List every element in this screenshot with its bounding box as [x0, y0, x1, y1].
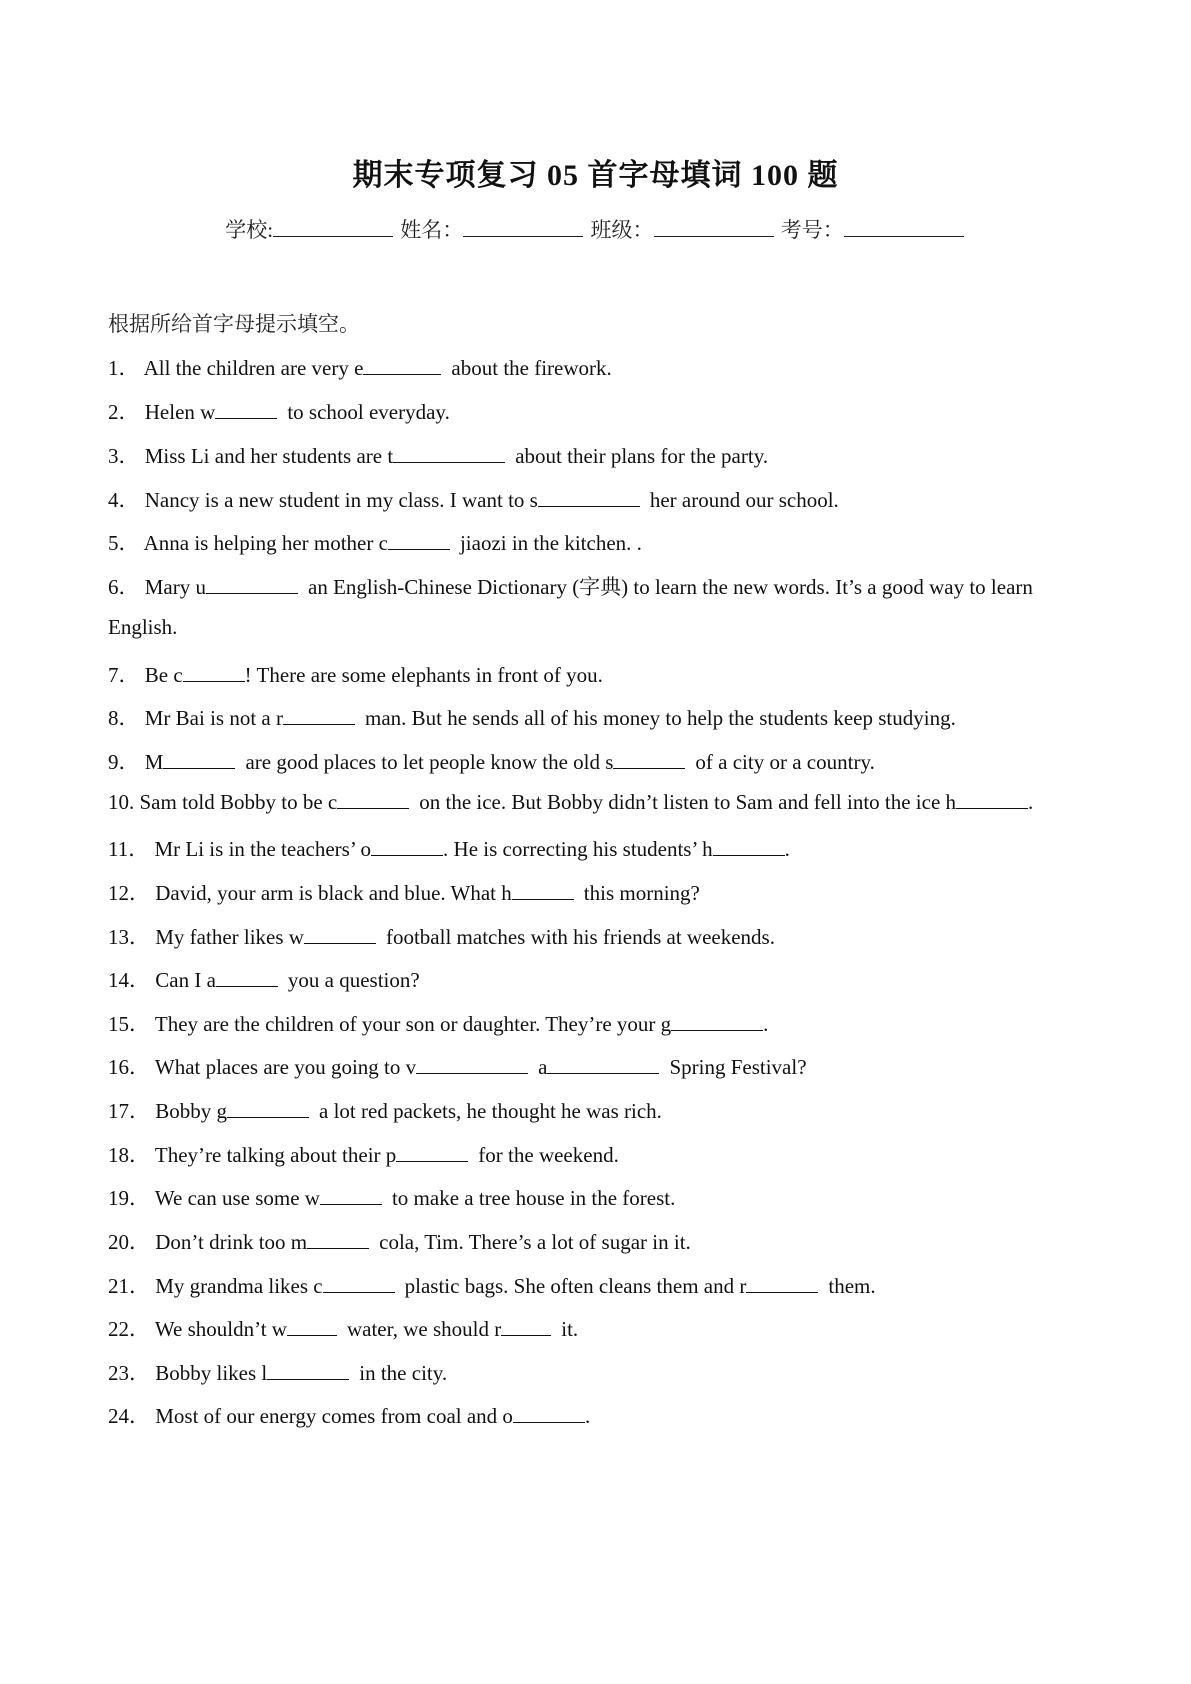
question-text: M [144, 750, 164, 774]
question-number: 6． [108, 575, 140, 599]
answer-blank[interactable] [547, 1055, 659, 1074]
question-text: David, your arm is black and blue. What h [155, 881, 512, 905]
question-text: Spring Festival? [669, 1055, 807, 1079]
question-text: They are the children of your son or daughter. They’re your g [154, 1012, 672, 1036]
question-item [108, 1357, 447, 1387]
question-text: My father likes w [155, 925, 304, 949]
question-number: 3． [108, 444, 140, 468]
question-text: Miss Li and her students are t [144, 444, 394, 468]
question-item [108, 396, 450, 426]
question-text: this morning? [583, 881, 700, 905]
school-label: 学校: [225, 218, 274, 242]
answer-blank[interactable] [396, 1143, 468, 1162]
question-item [108, 1226, 691, 1256]
question-continuation: English. [108, 615, 178, 639]
question-text: . [763, 1012, 769, 1036]
question-text: about their plans for the party. [515, 444, 769, 468]
question-number: 8． [108, 706, 140, 730]
exam-number-blank[interactable] [844, 216, 964, 237]
question-text: Mr Bai is not a r [144, 706, 283, 730]
question-number: 13． [108, 925, 150, 949]
question-number: 7． [108, 663, 140, 687]
answer-blank[interactable] [956, 790, 1028, 809]
question-text: are good places to let people know the old s [245, 750, 614, 774]
school-blank[interactable] [273, 216, 393, 237]
question-text: . [584, 1404, 591, 1428]
answer-blank[interactable] [206, 575, 298, 594]
question-number: 15． [108, 1012, 150, 1036]
question-number: 14． [108, 968, 150, 992]
question-item [108, 1270, 876, 1300]
question-text: Sam told Bobby to be c [139, 790, 338, 814]
question-item [108, 484, 839, 514]
answer-blank[interactable] [287, 1317, 337, 1336]
answer-blank[interactable] [613, 750, 685, 769]
question-text: water, we should r [346, 1317, 502, 1341]
question-number: 18． [108, 1143, 150, 1167]
question-item [108, 1139, 619, 1169]
question-text: Don’t drink too m [155, 1230, 308, 1254]
answer-blank[interactable] [323, 1274, 395, 1293]
answer-blank[interactable] [267, 1361, 349, 1380]
question-text: it. [561, 1317, 579, 1341]
question-text: a lot red packets, he thought he was rich. [319, 1099, 662, 1123]
answer-blank[interactable] [512, 881, 574, 900]
question-text: jiaozi in the kitchen. . [459, 531, 642, 555]
question-text: . [1028, 790, 1034, 814]
page-title: 期末专项复习 05 首字母填词 100 题 [352, 159, 839, 192]
student-info-line [0, 214, 1191, 244]
question-text: Bobby likes l [155, 1361, 268, 1385]
question-item [108, 877, 700, 907]
question-text: for the weekend. [478, 1143, 619, 1167]
question-text: All the children are very e [143, 356, 364, 380]
question-item [108, 964, 420, 994]
answer-blank[interactable] [163, 750, 235, 769]
question-text: man. But he sends all of his money to help the students keep studying. [364, 706, 956, 730]
answer-blank[interactable] [304, 925, 376, 944]
question-text: . [784, 837, 790, 861]
question-text: Nancy is a new student in my class. I want to s [144, 488, 538, 512]
question-text: Be c [144, 663, 183, 687]
question-text: Mr Li is in the teachers’ o [154, 837, 372, 861]
question-text: plastic bags. She often cleans them and r [404, 1274, 747, 1298]
question-item [108, 352, 612, 382]
question-item [108, 527, 642, 557]
question-text: football matches with his friends at weekends. [385, 925, 775, 949]
question-number: 17． [108, 1099, 150, 1123]
class-blank[interactable] [654, 216, 774, 237]
answer-blank[interactable] [283, 706, 355, 725]
answer-blank[interactable] [746, 1274, 818, 1293]
question-text: her around our school. [649, 488, 839, 512]
question-number: 20． [108, 1230, 150, 1254]
question-text: to make a tree house in the forest. [391, 1186, 676, 1210]
question-number: 2． [108, 400, 140, 424]
answer-blank[interactable] [416, 1055, 528, 1074]
question-number: 4． [108, 488, 140, 512]
question-text: a [538, 1055, 548, 1079]
question-number: 24． [108, 1404, 150, 1428]
answer-blank[interactable] [215, 400, 277, 419]
question-text: in the city. [359, 1361, 448, 1385]
question-text: Helen w [144, 400, 216, 424]
answer-blank[interactable] [363, 356, 441, 375]
question-number: 1． [108, 356, 140, 380]
answer-blank[interactable] [388, 531, 450, 550]
question-text: about the firework. [451, 356, 612, 380]
question-text: Anna is helping her mother c [143, 531, 388, 555]
class-label: 班级： [590, 218, 654, 242]
question-text: They’re talking about their p [154, 1143, 397, 1167]
question-number: 21． [108, 1274, 150, 1298]
question-number: 9． [108, 750, 140, 774]
question-text: ! There are some elephants in front of you. [244, 663, 603, 687]
question-item [108, 833, 790, 863]
question-text: to school everyday. [287, 400, 450, 424]
question-number: 16． [108, 1055, 150, 1079]
question-text: . He is correcting his students’ h [443, 837, 713, 861]
question-text: of a city or a country. [695, 750, 875, 774]
question-text: them. [828, 1274, 876, 1298]
question-item [108, 1008, 768, 1038]
answer-blank[interactable] [337, 790, 409, 809]
question-text: Can I a [155, 968, 216, 992]
answer-blank[interactable] [307, 1230, 369, 1249]
answer-blank[interactable] [513, 1404, 585, 1423]
answer-blank[interactable] [320, 1186, 382, 1205]
question-item [108, 1400, 590, 1430]
question-text: Mary u [144, 575, 206, 599]
question-text: Most of our energy comes from coal and o [155, 1404, 513, 1428]
question-text: Bobby g [155, 1099, 228, 1123]
question-number: 11． [108, 837, 150, 861]
question-item [108, 790, 1033, 815]
question-text: My grandma likes c [155, 1274, 323, 1298]
question-item [108, 1313, 578, 1343]
answer-blank[interactable] [538, 488, 640, 507]
exam-number-label: 考号： [780, 218, 844, 242]
question-number: 22． [108, 1317, 150, 1341]
answer-blank[interactable] [713, 837, 785, 856]
question-number: 19． [108, 1186, 150, 1210]
question-item [108, 921, 775, 951]
answer-blank[interactable] [671, 1012, 763, 1031]
question-text: cola, Tim. There’s a lot of sugar in it. [379, 1230, 691, 1254]
question-item [108, 440, 768, 470]
answer-blank[interactable] [216, 968, 278, 987]
answer-blank[interactable] [227, 1099, 309, 1118]
question-item [108, 702, 956, 732]
question-item [108, 1095, 662, 1125]
answer-blank[interactable] [501, 1317, 551, 1336]
answer-blank[interactable] [393, 444, 505, 463]
question-number: 12． [108, 881, 150, 905]
question-text: We can use some w [154, 1186, 320, 1210]
question-text: an English-Chinese Dictionary (字典) to learn the new words. It’s a good way to learn [308, 575, 1033, 599]
question-text: We shouldn’t w [154, 1317, 287, 1341]
question-item [108, 659, 603, 689]
instruction: 根据所给首字母提示填空。 [108, 312, 360, 336]
question-number: 23． [108, 1361, 150, 1385]
question-text: you a question? [287, 968, 420, 992]
question-item [108, 571, 1033, 601]
question-text: on the ice. But Bobby didn’t listen to Sam and fell into the ice h [419, 790, 957, 814]
name-blank[interactable] [463, 216, 583, 237]
answer-blank[interactable] [371, 837, 443, 856]
question-text: What places are you going to v [154, 1055, 417, 1079]
name-label: 姓名： [400, 218, 464, 242]
question-number: 10. [108, 790, 135, 814]
question-number: 5． [108, 531, 140, 555]
question-item [108, 1051, 807, 1081]
question-item [108, 746, 875, 776]
question-item [108, 1182, 675, 1212]
answer-blank[interactable] [183, 663, 245, 682]
